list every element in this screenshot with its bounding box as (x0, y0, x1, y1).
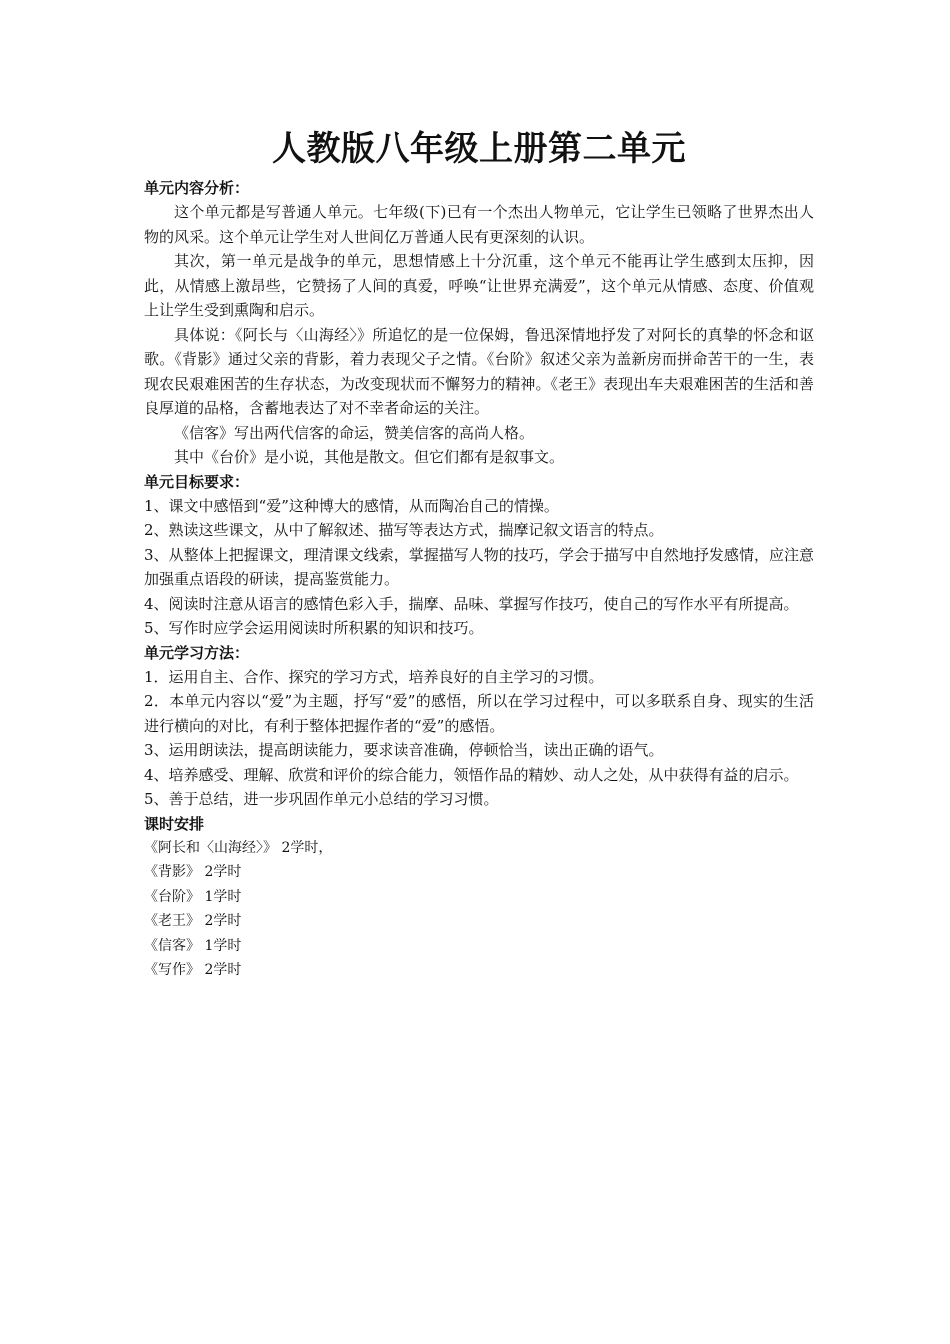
section-schedule (144, 812, 814, 983)
schedule-item: 《写作》 2学时 (144, 962, 242, 978)
goal-item: 1、课文中感悟到“爱”这种博大的感情，从而陶冶自己的情操。 (144, 496, 559, 515)
goal-item: 5、写作时应学会运用阅读时所积累的知识和技巧。 (144, 619, 484, 637)
method-item: 3、运用朗读法，提高朗读能力，要求读音准确，停顿恰当，读出正确的语气。 (144, 741, 664, 759)
schedule-item: 《阿长和〈山海经〉》 2学时， (144, 839, 333, 856)
schedule-item: 《老王》 2学时 (144, 913, 242, 929)
analysis-paragraph: 其次，第一单元是战争的单元，思想情感上十分沉重，这个单元不能再让学生感到太压抑，因此，从情感上激昂些，它赞扬了人间的真爱，呼唤“让世界充满爱”，这个单元从情感、态度、价值观上让学生受到熏陶和启示。 (144, 252, 814, 319)
section-methods (144, 641, 814, 812)
method-item: 4、培养感受、理解、欣赏和评价的综合能力，领悟作品的精妙、动人之处，从中获得有益的启示。 (144, 765, 799, 784)
document-title: 人教版八年级上册第二单元 (272, 129, 686, 169)
section-heading-schedule: 课时安排 (144, 814, 205, 833)
analysis-paragraph: 其中《台价》是小说，其他是散文。但它们都有是叙事文。 (174, 448, 565, 466)
schedule-item: 《台阶》 1学时 (144, 888, 242, 905)
method-item: 5、善于总结，进一步巩固作单元小总结的学习习惯。 (144, 790, 499, 808)
section-heading-analysis: 单元内容分析： (144, 179, 250, 197)
schedule-item: 《背影》 2学时 (144, 864, 242, 880)
section-heading-goals: 单元目标要求： (144, 472, 250, 491)
goal-item: 3、从整体上把握课文，理清课文线索，掌握描写人物的技巧，学会于描写中自然地抒发感情，应注意加强重点语段的研读，提高鉴赏能力。 (144, 545, 814, 588)
section-goals (144, 470, 814, 641)
section-heading-methods: 单元学习方法： (144, 643, 250, 662)
goal-item: 2、熟读这些课文，从中了解叙述、描写等表达方式，揣摩记叙文语言的特点。 (144, 521, 664, 539)
section-analysis (144, 176, 814, 470)
goal-item: 4、阅读时注意从语言的感情色彩入手，揣摩、品味、掌握写作技巧，使自己的写作水平有所提高。 (144, 594, 799, 613)
schedule-item: 《信客》 1学时 (144, 937, 242, 954)
analysis-paragraph: 这个单元都是写普通人单元。七年级(下)已有一个杰出人物单元，它让学生已领略了世界杰出人物的风采。这个单元让学生对人世间亿万普通人民有更深刻的认识。 (144, 203, 814, 246)
method-item: 1．运用自主、合作、探究的学习方式，培养良好的自主学习的习惯。 (144, 667, 604, 686)
analysis-paragraph: 具体说：《阿长与〈山海经〉》所追忆的是一位保姆，鲁迅深情地抒发了对阿长的真挚的怀念和讴歌。《背影》通过父亲的背影，着力表现父子之情。《台阶》叙述父亲为盖新房而拼命苦干的一生，表现农民艰难困苦的生存状态，为改变现状而不懈努力的精神。《老王》表现出车夫艰难困苦的生活和善良厚道的品格，含蓄地表达了对不幸者命运的关注。 (144, 325, 814, 417)
analysis-paragraph: 《信客》写出两代信客的命运，赞美信客的高尚人格。 (174, 423, 535, 442)
method-item: 2．本单元内容以“爱”为主题，抒写“爱”的感悟，所以在学习过程中，可以多联系自身、现实的生活进行横向的对比，有利于整体把握作者的“爱”的感悟。 (144, 692, 814, 735)
